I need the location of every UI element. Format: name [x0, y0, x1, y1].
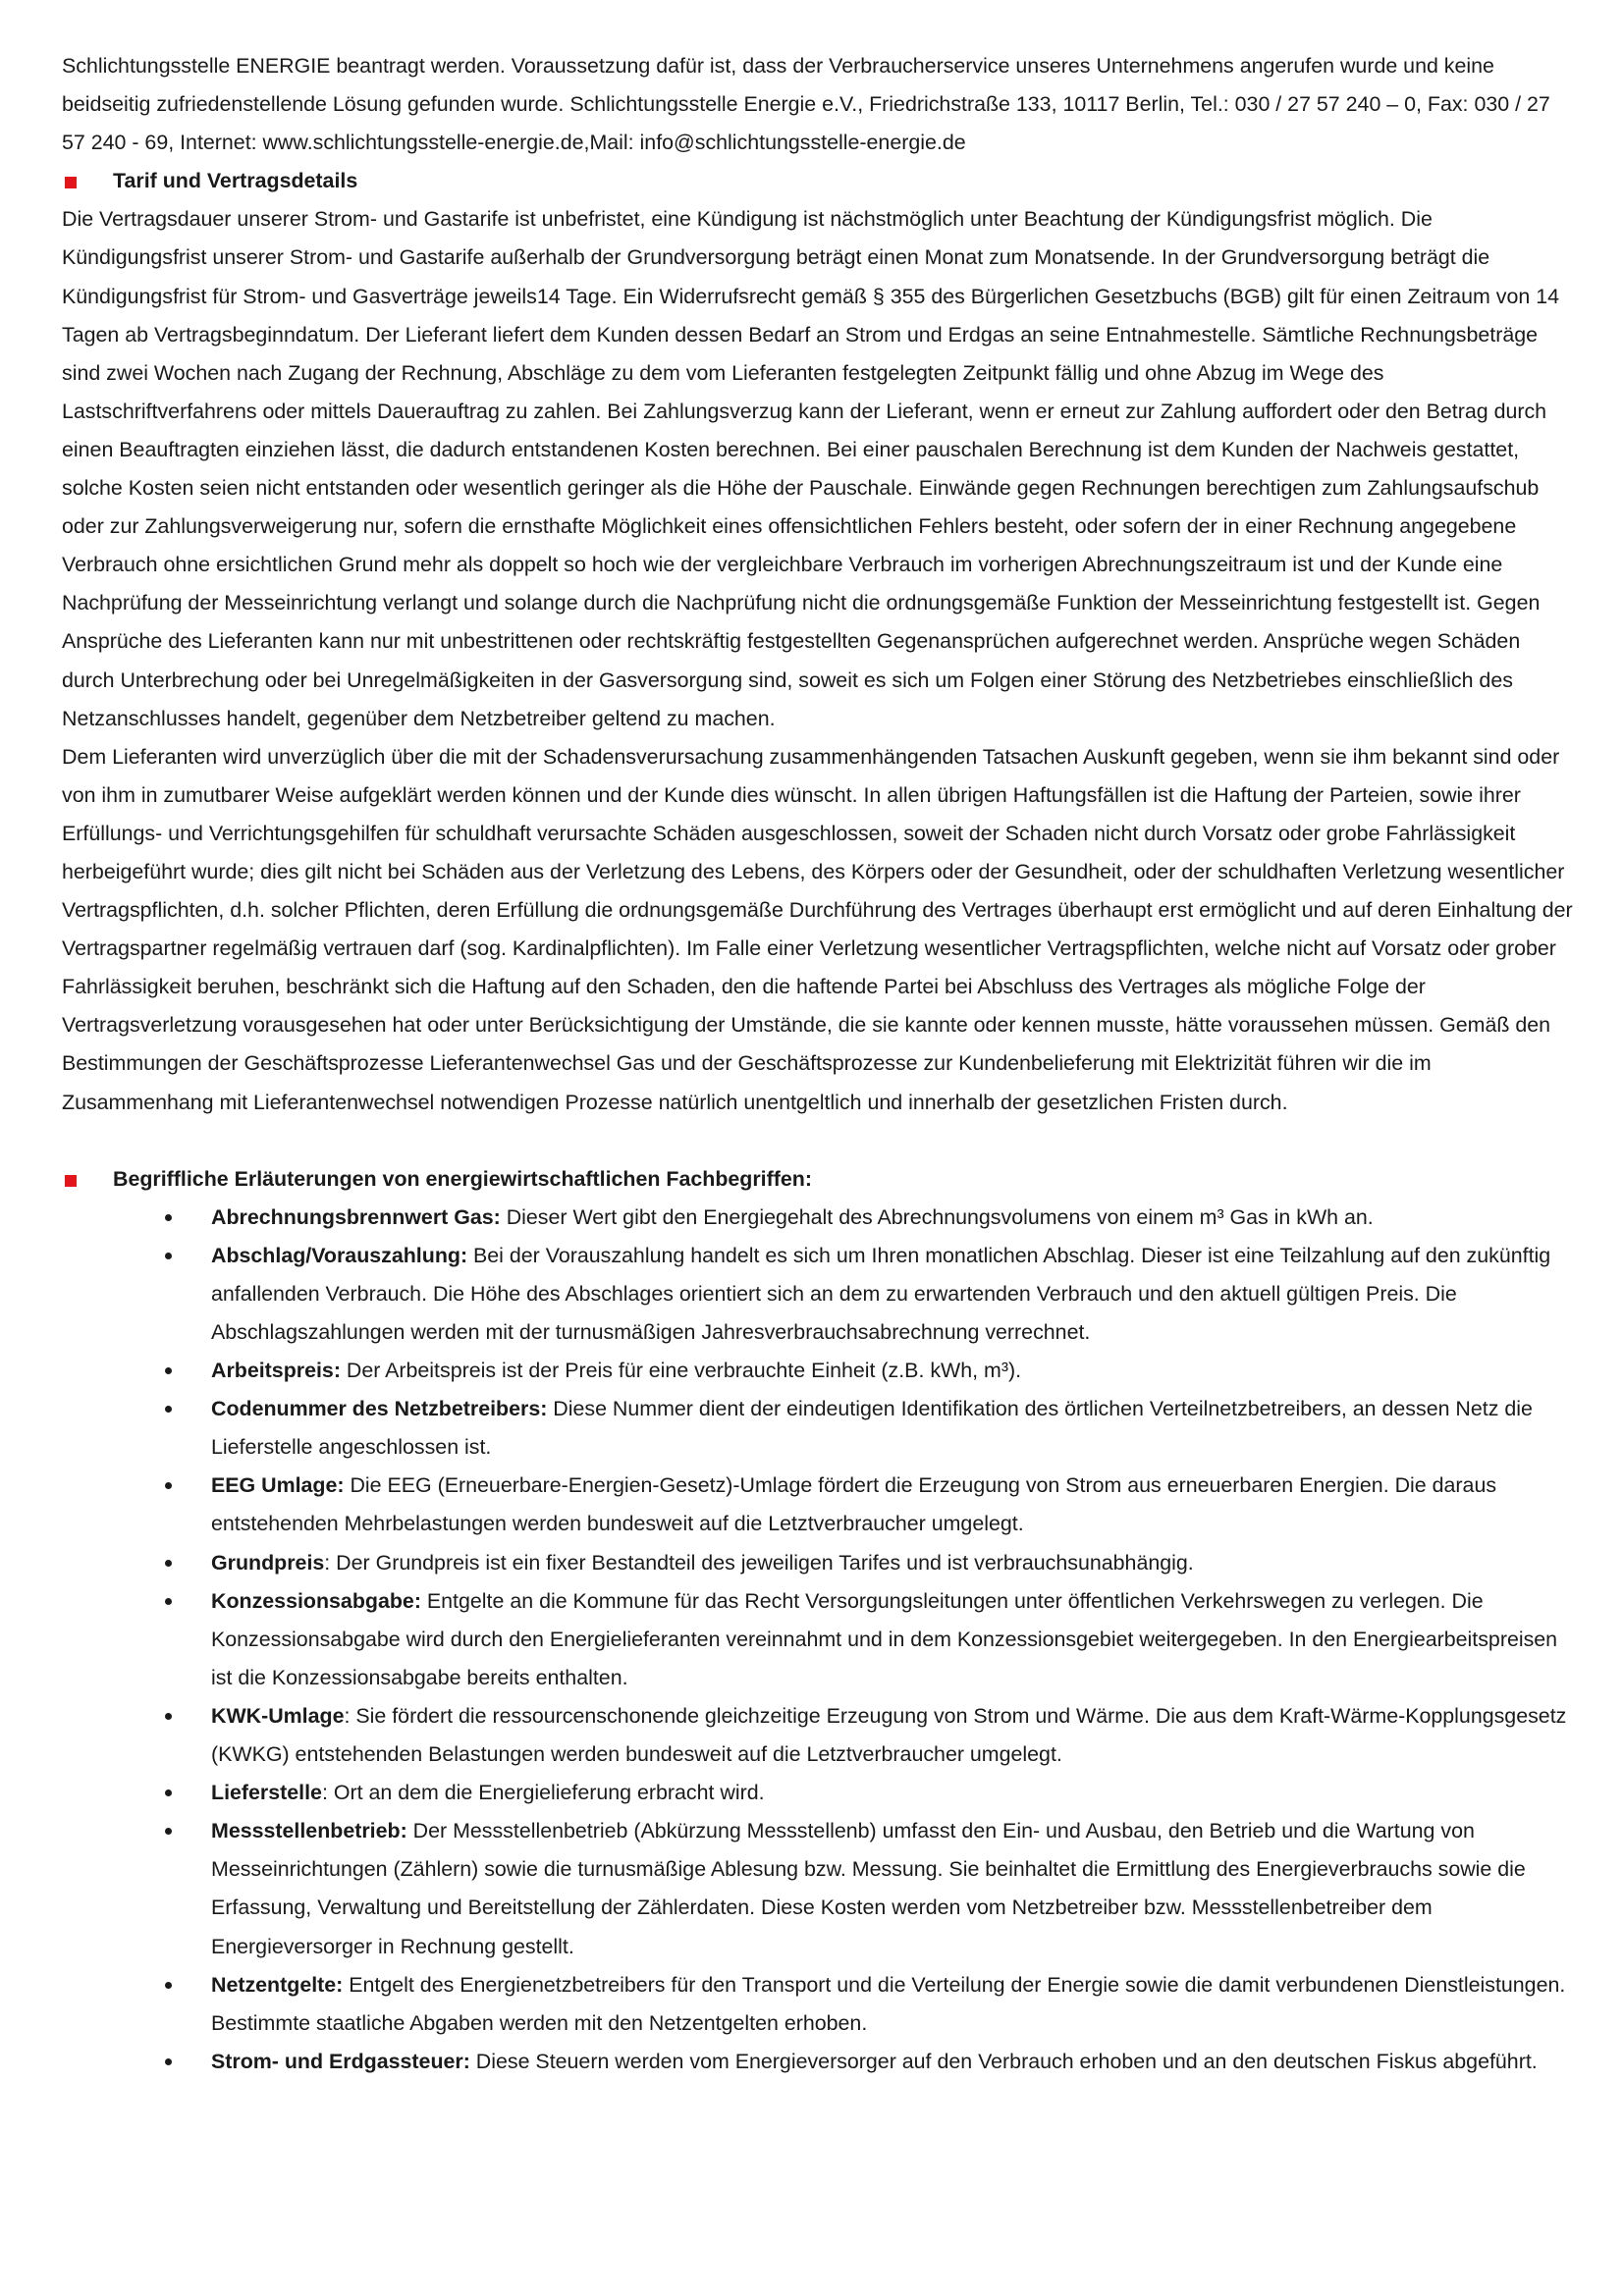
bullet-icon — [165, 1789, 172, 1796]
list-item — [211, 1199, 1574, 1237]
document-page — [62, 47, 1574, 2081]
bullet-icon — [165, 1982, 172, 1989]
glossary-term: Codenummer des Netzbetreibers: — [211, 1397, 548, 1421]
glossary-definition: Bei der Vorauszahlung handelt es sich um Ihren monatlichen Abschlag. Dieser ist eine Teilzahlung auf den zukünftig anfallenden Verbrauch. Die Höhe des Abschlages orientiert sich an dem zu erwartenden Verbrauch und den aktuell gültigen Preis. Die Abschlagszahlungen werden mit der turnusmäßigen Jahresverbrauchsabrechnung verrechnet. — [211, 1243, 1551, 1344]
glossary-definition: : Sie fördert die ressourcenschonende gleichzeitige Erzeugung von Strom und Wärme. Die aus dem Kraft-Wärme-Kopplungsgesetz (KWKG) entstehenden Belastungen werden bundesweit auf die Letztverbraucher umgelegt. — [211, 1703, 1567, 1767]
bullet-icon — [165, 1713, 172, 1720]
glossary-definition: Der Arbeitspreis ist der Preis für eine verbrauchte Einheit (z.B. kWh, m³). — [340, 1359, 1022, 1383]
bullet-icon — [165, 2058, 172, 2065]
glossary-term: Messstellenbetrieb: — [211, 1819, 407, 1843]
glossary-definition: Entgelte an die Kommune für das Recht Versorgungsleitungen unter öffentlichen Verkehrswegen zu verlegen. Die Konzessionsabgabe wird durch den Energielieferanten vereinnahmt und in dem Konzessionsgebiet weitergegeben. In den Energiearbeitspreisen ist die Konzessionsabgabe bereits enthalten. — [211, 1588, 1558, 1689]
list-item — [211, 1467, 1574, 1543]
bullet-icon — [165, 1828, 172, 1835]
section-heading-tarif — [62, 162, 1574, 200]
glossary-term: Abschlag/Vorauszahlung: — [211, 1243, 468, 1267]
glossary-term: KWK-Umlage — [211, 1703, 345, 1728]
list-item — [211, 1390, 1574, 1467]
list-item — [211, 1774, 1574, 1812]
glossary-term: EEG Umlage: — [211, 1473, 345, 1498]
bullet-icon — [165, 1482, 172, 1489]
glossary-definition: Dieser Wert gibt den Energiegehalt des Abrechnungsvolumens von einem m³ Gas in kWh an. — [500, 1204, 1374, 1229]
red-square-bullet-icon — [65, 1175, 77, 1187]
bullet-icon — [165, 1214, 172, 1221]
bullet-icon — [165, 1367, 172, 1374]
list-item — [211, 2043, 1574, 2081]
section-heading-tarif-label: Tarif und Vertragsdetails — [113, 169, 358, 193]
glossary-definition: Diese Steuern werden vom Energieversorger auf den Verbrauch erhoben und an den deutschen Fiskus abgeführt. — [469, 2049, 1538, 2073]
list-item — [211, 1237, 1574, 1352]
glossary-term: Konzessionsabgabe: — [211, 1588, 421, 1613]
bullet-icon — [165, 1253, 172, 1259]
glossary-definition: : Der Grundpreis ist ein fixer Bestandteil des jeweiligen Tarifes und ist verbrauchsunabhängig. — [324, 1550, 1194, 1575]
bullet-icon — [165, 1560, 172, 1567]
glossary-definition: Entgelt des Energienetzbetreibers für den Transport und die Verteilung der Energie sowie die damit verbundenen Dienstleistungen. Bestimmte staatliche Abgaben werden mit den Netzentgelten erhoben. — [211, 1972, 1566, 2035]
glossary-definition: Der Messstellenbetrieb (Abkürzung Messstellenb) umfasst den Ein- und Ausbau, den Betrieb und die Wartung von Messeinrichtungen (Zählern) sowie die turnusmäßige Ablesung bzw. Messung. Sie beinhaltet die Ermittlung des Energieverbrauchs sowie die Erfassung, Verwaltung und Bereitstellung der Zählerdaten. Diese Kosten werden vom Netzbetreiber bzw. Messstellenbetreiber dem Energieversorger in Rechnung gestellt. — [211, 1819, 1526, 1958]
glossary-term: Strom- und Erdgassteuer: — [211, 2049, 470, 2073]
list-item — [211, 1966, 1574, 2043]
glossary-list — [62, 1199, 1574, 2081]
intro-paragraph: Schlichtungsstelle ENERGIE beantragt werden. Voraussetzung dafür ist, dass der Verbraucherservice unseres Unternehmens angerufen wurde und keine beidseitig zufriedenstellende Lösung gefunden wurde. Schlichtungsstelle Energie e.V., Friedrichstraße 133, 10117 Berlin, Tel.: 030 / 27 57 240 – 0, Fax: 030 / 27 57 240 - 69, Internet: www.schlichtungsstelle-energie.de,Mail: info@schlichtungsstelle-energie.de — [62, 54, 1550, 155]
tarif-paragraph-1: Die Vertragsdauer unserer Strom- und Gastarife ist unbefristet, eine Kündigung ist nächstmöglich unter Beachtung der Kündigungsfrist möglich. Die Kündigungsfrist unserer Strom- und Gastarife außerhalb der Grundversorgung beträgt einen Monat zum Monatsende. In der Grundversorgung beträgt die Kündigungsfrist für Strom- und Gasverträge jeweils14 Tage. Ein Widerrufsrecht gemäß § 355 des Bürgerlichen Gesetzbuchs (BGB) gilt für einen Zeitraum von 14 Tagen ab Vertragsbeginndatum. Der Lieferant liefert dem Kunden dessen Bedarf an Strom und Erdgas an seine Entnahmestelle. Sämtliche Rechnungsbeträge sind zwei Wochen nach Zugang der Rechnung, Abschläge zu dem vom Lieferanten festgelegten Zeitpunkt fällig und ohne Abzug im Wege des Lastschriftverfahrens oder mittels Dauerauftrag zu zahlen. Bei Zahlungsverzug kann der Lieferant, wenn er erneut zur Zahlung auffordert oder den Betrag durch einen Beauftragten einziehen lässt, die dadurch entstandenen Kosten berechnen. Bei einer pauschalen Berechnung ist dem Kunden der Nachweis gestattet, solche Kosten seien nicht entstanden oder wesentlich geringer als die Höhe der Pauschale. Einwände gegen Rechnungen berechtigen zum Zahlungsaufschub oder zur Zahlungsverweigerung nur, sofern die ernsthafte Möglichkeit eines offensichtlichen Fehlers besteht, oder sofern der in einer Rechnung angegebene Verbrauch ohne ersichtlichen Grund mehr als doppelt so hoch wie der vergleichbare Verbrauch im vorherigen Abrechnungszeitraum ist und der Kunde eine Nachprüfung der Messeinrichtung verlangt und solange durch die Nachprüfung nicht die ordnungsgemäße Funktion der Messeinrichtung festgestellt ist. Gegen Ansprüche des Lieferanten kann nur mit unbestrittenen oder rechtskräftig festgestellten Gegenansprüchen aufgerechnet werden. Ansprüche wegen Schäden durch Unterbrechung oder bei Unregelmäßigkeiten in der Gasversorgung sind, soweit es sich um Folgen einer Störung des Netzbetriebes einschließlich des Netzanschlusses handelt, gegenüber dem Netzbetreiber geltend zu machen. — [62, 207, 1560, 730]
red-square-bullet-icon — [65, 177, 77, 188]
list-item — [211, 1582, 1574, 1697]
glossary-term: Abrechnungsbrennwert Gas: — [211, 1204, 501, 1229]
list-item — [211, 1812, 1574, 1965]
list-item — [211, 1697, 1574, 1774]
section-spacer — [62, 1122, 1574, 1160]
list-item — [211, 1544, 1574, 1582]
glossary-definition: Diese Nummer dient der eindeutigen Identifikation des örtlichen Verteilnetzbetreibers, an dessen Netz die Lieferstelle angeschlossen ist. — [211, 1397, 1533, 1460]
bullet-icon — [165, 1406, 172, 1413]
glossary-term: Grundpreis — [211, 1550, 325, 1575]
section-heading-glossary — [62, 1160, 1574, 1199]
bullet-icon — [165, 1598, 172, 1605]
glossary-term: Netzentgelte: — [211, 1972, 344, 1997]
tarif-paragraph-2: Dem Lieferanten wird unverzüglich über die mit der Schadensverursachung zusammenhängenden Tatsachen Auskunft gegeben, wenn sie ihm bekannt sind oder von ihm in zumutbarer Weise aufgeklärt werden können und der Kunde dies wünscht. In allen übrigen Haftungsfällen ist die Haftung der Parteien, sowie ihrer Erfüllungs- und Verrichtungsgehilfen für schuldhaft verursachte Schäden ausgeschlossen, soweit der Schaden nicht durch Vorsatz oder grobe Fahrlässigkeit herbeigeführt wurde; dies gilt nicht bei Schäden aus der Verletzung des Lebens, des Körpers oder der Gesundheit, oder der schuldhaften Verletzung wesentlicher Vertragspflichten, d.h. solcher Pflichten, deren Erfüllung die ordnungsgemäße Durchführung des Vertrages überhaupt erst ermöglicht und auf deren Einhaltung der Vertragspartner regelmäßig vertrauen darf (sog. Kardinalpflichten). Im Falle einer Verletzung wesentlicher Vertragspflichten, welche nicht auf Vorsatz oder grober Fahrlässigkeit beruhen, beschränkt sich die Haftung auf den Schaden, den die haftende Partei bei Abschluss des Vertrages als mögliche Folge der Vertragsverletzung vorausgesehen hat oder unter Berücksichtigung der Umstände, die sie kannte oder kennen musste, hätte voraussehen müssen. Gemäß den Bestimmungen der Geschäftsprozesse Lieferantenwechsel Gas und der Geschäftsprozesse zur Kundenbelieferung mit Elektrizität führen wir die im Zusammenhang mit Lieferantenwechsel notwendigen Prozesse natürlich unentgeltlich und innerhalb der gesetzlichen Fristen durch. — [62, 744, 1573, 1114]
glossary-definition: Die EEG (Erneuerbare-Energien-Gesetz)-Umlage fördert die Erzeugung von Strom aus erneuerbaren Energien. Die daraus entstehenden Mehrbelastungen werden bundesweit auf die Letztverbraucher umgelegt. — [211, 1473, 1497, 1536]
list-item — [211, 1352, 1574, 1390]
glossary-definition: : Ort an dem die Energielieferung erbracht wird. — [321, 1781, 765, 1805]
glossary-term: Arbeitspreis: — [211, 1359, 341, 1383]
glossary-term: Lieferstelle — [211, 1781, 322, 1805]
section-heading-glossary-label: Begriffliche Erläuterungen von energiewirtschaftlichen Fachbegriffen: — [113, 1166, 812, 1191]
